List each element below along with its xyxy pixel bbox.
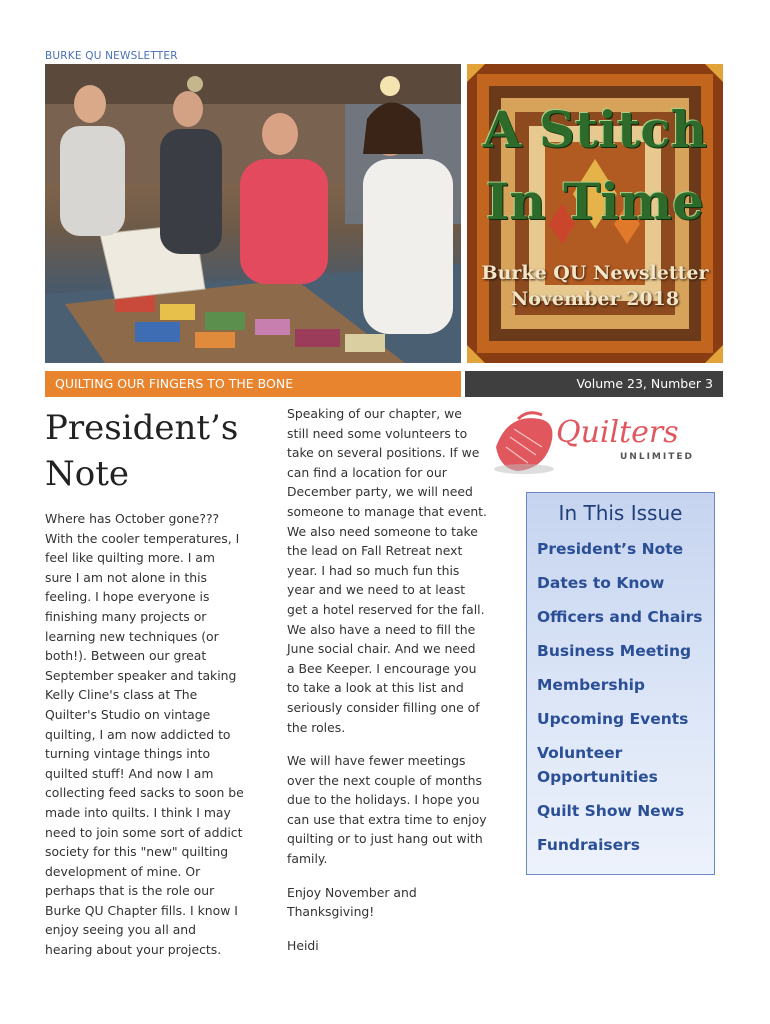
article-signature: Heidi — [287, 937, 319, 953]
toc-item-presidents-note[interactable]: President’s Note — [537, 540, 684, 558]
cover-illustration — [467, 64, 723, 363]
cardinal-bird-icon — [494, 413, 554, 474]
article-paragraph: We will have fewer meetings over the next couple of months due to the holidays. I hope you can use that extra time to enjoy quilting or to just hang out with family. — [287, 753, 487, 867]
in-this-issue-box — [526, 492, 715, 875]
article-paragraph: Where has October gone??? With the cooler temperatures, I feel like quilting more. I am sure I am not alone in this feeling. I hope everyone is finishing many projects or learning new techniques (or both!). Between our great September speaker and taking Kelly Cline's class at The Quilter's Studio on vintage quilting, I am now addicted to turning vintage things into quilted stuff! And now I am collecting feed sacks to soon be made into quilts. I think I may need to join some sort of addict society for this "new" quilting development of mine. Or perhaps that is the role our Burke QU Chapter fills. I know I enjoy seeing you all and hearing about your projects. — [45, 511, 244, 958]
in-this-issue-list — [537, 537, 707, 867]
toc-item-business-meeting[interactable]: Business Meeting — [537, 642, 692, 660]
toc-item-quilt-show-news[interactable]: Quilt Show News — [537, 802, 685, 820]
toc-item-volunteer-opportunities[interactable]: Volunteer Opportunities — [537, 744, 658, 786]
tagline-band: QUILTING OUR FINGERS TO THE BONE — [45, 371, 461, 397]
article-column-2 — [287, 404, 487, 964]
logo-text-main: Quilters — [556, 415, 679, 450]
cover-subtitle-line2: November 2018 — [510, 288, 680, 310]
newsletter-header-label: BURKE QU NEWSLETTER — [45, 50, 178, 62]
toc-item-membership[interactable]: Membership — [537, 676, 646, 694]
toc-item-fundraisers[interactable]: Fundraisers — [537, 836, 641, 854]
in-this-issue-title: In This Issue — [558, 501, 683, 525]
cover-title-line1: A Stitch — [482, 100, 708, 159]
logo-text-sub: UNLIMITED — [620, 452, 694, 462]
cover-subtitle-line1: Burke QU Newsletter — [481, 262, 709, 284]
article-paragraph: Speaking of our chapter, we still need some volunteers to take on several positions. If we can find a location for our December party, we will need someone to manage that event. We also need someone to take the lead on Fall Retreat next year. I had so much fun this year and we need to at least get a hotel reserved for the fall. We also have a need to fill the June social chair. And we need a Bee Keeper. I encourage you to take a look at this list and seriously consider filling one of the roles. — [287, 406, 487, 735]
volume-band: Volume 23, Number 3 — [465, 371, 723, 397]
article-title-line2: Note — [45, 454, 130, 494]
cover-title-line2: In Time — [485, 172, 705, 231]
toc-item-upcoming-events[interactable]: Upcoming Events — [537, 710, 689, 728]
article-title — [45, 405, 265, 497]
toc-item-dates-to-know[interactable]: Dates to Know — [537, 574, 665, 592]
quilters-unlimited-logo — [488, 407, 698, 479]
article-title-line1: President’s — [45, 408, 239, 448]
article-paragraph: Enjoy November and Thanksgiving! — [287, 884, 417, 920]
toc-item-officers-and-chairs[interactable]: Officers and Chairs — [537, 608, 703, 626]
article-column-1 — [45, 509, 245, 960]
quilters-photo — [45, 64, 461, 363]
